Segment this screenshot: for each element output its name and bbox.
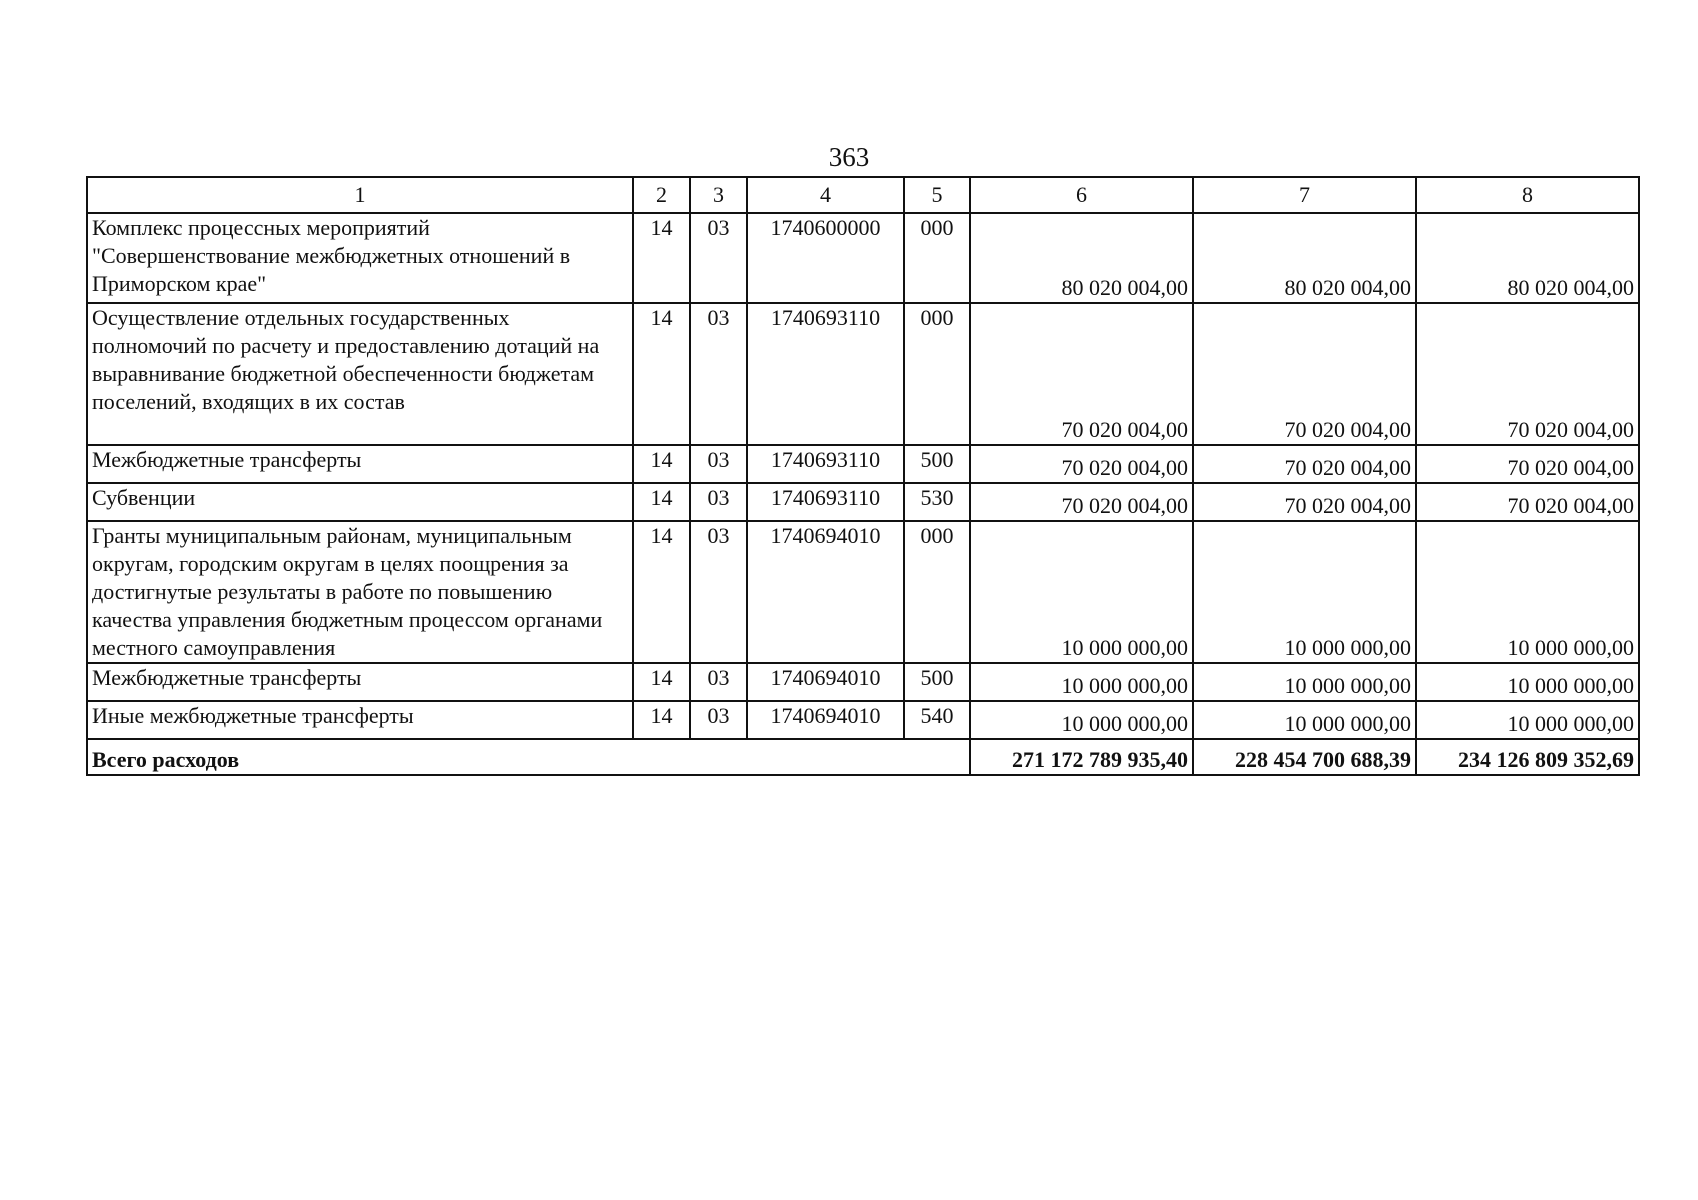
subsection-code: 03 bbox=[690, 303, 747, 445]
amount-col-8: 10 000 000,00 bbox=[1416, 521, 1639, 663]
budget-table bbox=[86, 176, 1640, 776]
total-col-8: 234 126 809 352,69 bbox=[1416, 739, 1639, 775]
amount-col-7: 10 000 000,00 bbox=[1193, 521, 1416, 663]
subsection-code: 03 bbox=[690, 213, 747, 303]
total-col-6: 271 172 789 935,40 bbox=[970, 739, 1193, 775]
target-article-code: 1740693110 bbox=[747, 445, 904, 483]
table-row bbox=[87, 663, 1639, 701]
amount-col-6: 10 000 000,00 bbox=[970, 701, 1193, 739]
subsection-code: 03 bbox=[690, 663, 747, 701]
subsection-code: 03 bbox=[690, 483, 747, 521]
expense-type-code: 530 bbox=[904, 483, 970, 521]
header-cell: 5 bbox=[904, 177, 970, 213]
total-label: Всего расходов bbox=[87, 739, 970, 775]
total-row bbox=[87, 739, 1639, 775]
target-article-code: 1740694010 bbox=[747, 701, 904, 739]
header-cell: 4 bbox=[747, 177, 904, 213]
target-article-code: 1740694010 bbox=[747, 521, 904, 663]
amount-col-7: 70 020 004,00 bbox=[1193, 483, 1416, 521]
expense-type-code: 000 bbox=[904, 303, 970, 445]
header-cell: 3 bbox=[690, 177, 747, 213]
table-row bbox=[87, 521, 1639, 663]
amount-col-8: 80 020 004,00 bbox=[1416, 213, 1639, 303]
amount-col-7: 70 020 004,00 bbox=[1193, 303, 1416, 445]
row-name: Гранты муниципальным районам, муниципальным округам, городским округам в целях поощрения за достигнутые результаты в работе по повышению качества управления бюджетным процессом органами местного самоуправления bbox=[87, 521, 633, 663]
table-row bbox=[87, 483, 1639, 521]
target-article-code: 1740694010 bbox=[747, 663, 904, 701]
amount-col-6: 70 020 004,00 bbox=[970, 445, 1193, 483]
subsection-code: 03 bbox=[690, 521, 747, 663]
table-row bbox=[87, 303, 1639, 445]
expense-type-code: 000 bbox=[904, 521, 970, 663]
subsection-code: 03 bbox=[690, 445, 747, 483]
subsection-code: 03 bbox=[690, 701, 747, 739]
row-name: Межбюджетные трансферты bbox=[87, 445, 633, 483]
amount-col-6: 70 020 004,00 bbox=[970, 483, 1193, 521]
amount-col-7: 80 020 004,00 bbox=[1193, 213, 1416, 303]
amount-col-8: 70 020 004,00 bbox=[1416, 303, 1639, 445]
expense-type-code: 500 bbox=[904, 445, 970, 483]
row-name: Иные межбюджетные трансферты bbox=[87, 701, 633, 739]
header-row bbox=[87, 177, 1639, 213]
section-code: 14 bbox=[633, 445, 690, 483]
expense-type-code: 000 bbox=[904, 213, 970, 303]
amount-col-7: 70 020 004,00 bbox=[1193, 445, 1416, 483]
section-code: 14 bbox=[633, 213, 690, 303]
header-cell: 2 bbox=[633, 177, 690, 213]
section-code: 14 bbox=[633, 483, 690, 521]
target-article-code: 1740600000 bbox=[747, 213, 904, 303]
page-number: 363 bbox=[828, 142, 870, 172]
amount-col-8: 10 000 000,00 bbox=[1416, 701, 1639, 739]
target-article-code: 1740693110 bbox=[747, 303, 904, 445]
amount-col-6: 10 000 000,00 bbox=[970, 663, 1193, 701]
table-row bbox=[87, 445, 1639, 483]
header-cell: 1 bbox=[87, 177, 633, 213]
target-article-code: 1740693110 bbox=[747, 483, 904, 521]
amount-col-6: 10 000 000,00 bbox=[970, 521, 1193, 663]
row-name: Осуществление отдельных государственных полномочий по расчету и предоставлению дотаций на выравнивание бюджетной обеспеченности бюджетам поселений, входящих в их состав bbox=[87, 303, 633, 445]
table-row bbox=[87, 213, 1639, 303]
section-code: 14 bbox=[633, 663, 690, 701]
expense-type-code: 500 bbox=[904, 663, 970, 701]
amount-col-8: 70 020 004,00 bbox=[1416, 483, 1639, 521]
amount-col-7: 10 000 000,00 bbox=[1193, 701, 1416, 739]
amount-col-6: 70 020 004,00 bbox=[970, 303, 1193, 445]
header-cell: 7 bbox=[1193, 177, 1416, 213]
section-code: 14 bbox=[633, 303, 690, 445]
header-cell: 8 bbox=[1416, 177, 1639, 213]
amount-col-8: 10 000 000,00 bbox=[1416, 663, 1639, 701]
row-name: Межбюджетные трансферты bbox=[87, 663, 633, 701]
total-col-7: 228 454 700 688,39 bbox=[1193, 739, 1416, 775]
section-code: 14 bbox=[633, 701, 690, 739]
header-cell: 6 bbox=[970, 177, 1193, 213]
row-name: Субвенции bbox=[87, 483, 633, 521]
amount-col-7: 10 000 000,00 bbox=[1193, 663, 1416, 701]
table-row bbox=[87, 701, 1639, 739]
expense-type-code: 540 bbox=[904, 701, 970, 739]
amount-col-8: 70 020 004,00 bbox=[1416, 445, 1639, 483]
amount-col-6: 80 020 004,00 bbox=[970, 213, 1193, 303]
section-code: 14 bbox=[633, 521, 690, 663]
row-name: Комплекс процессных мероприятий "Совершенствование межбюджетных отношений в Приморском крае" bbox=[87, 213, 633, 303]
